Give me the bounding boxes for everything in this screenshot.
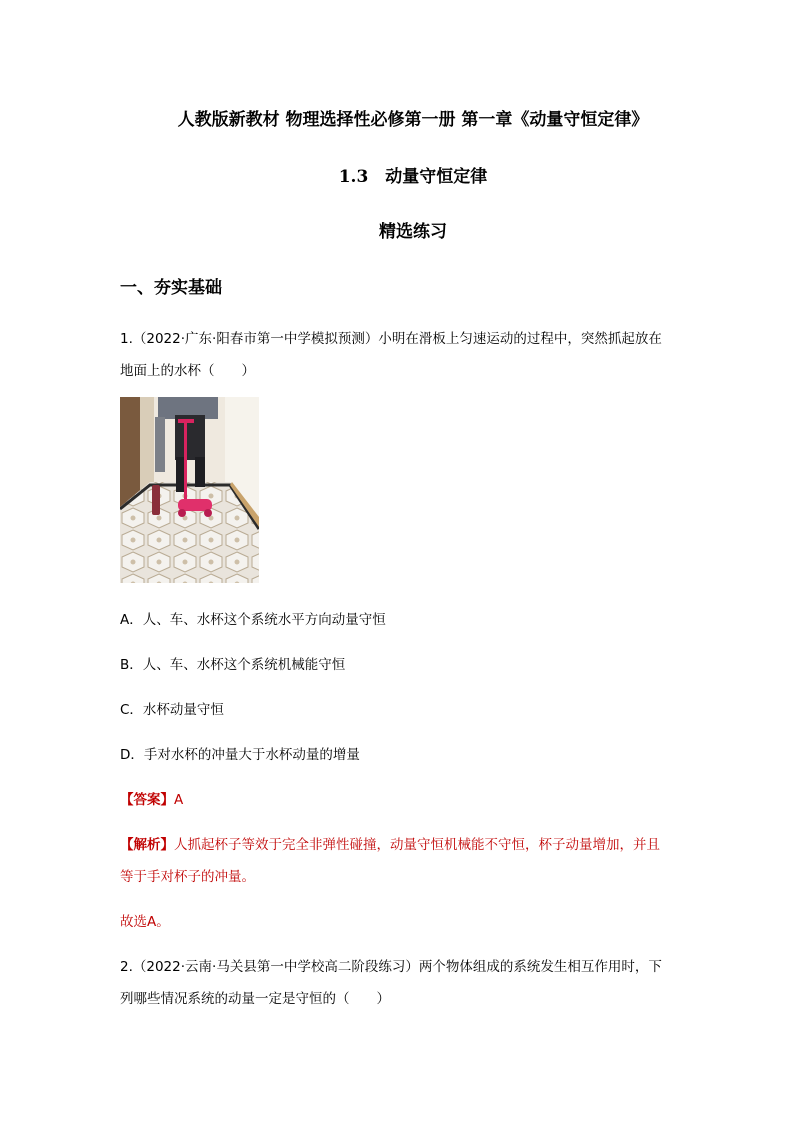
answer-value: A <box>174 792 184 808</box>
part-heading: 一、夯实基础 <box>120 278 222 298</box>
analysis-line-1 <box>120 833 660 853</box>
question-2-stem-line-2: 列哪些情况系统的动量一定是守恒的（ ） <box>120 991 390 1007</box>
analysis-line-2: 等于手对杯子的冲量。 <box>120 869 255 885</box>
analysis-text-1: 人抓起杯子等效于完全非弹性碰撞，动量守恒机械能不守恒，杯子动量增加，并且 <box>174 837 660 853</box>
question-2-stem-line-1: 2.（2022·云南·马关县第一中学校高二阶段练习）两个物体组成的系统发生相互作用时，下 <box>120 959 662 975</box>
practice-subtitle: 精选练习 <box>379 222 447 242</box>
document-title: 人教版新教材 物理选择性必修第一册 第一章《动量守恒定律》 <box>177 110 649 130</box>
question-1-stem-line-1: 1.（2022·广东·阳春市第一中学模拟预测）小明在滑板上匀速运动的过程中，突然抓起放在 <box>120 331 662 347</box>
option-d: D．手对水杯的冲量大于水杯动量的增量 <box>120 747 360 763</box>
option-b: B．人、车、水杯这个系统机械能守恒 <box>120 657 346 673</box>
analysis-label: 【解析】 <box>120 837 174 853</box>
answer-line <box>120 788 183 808</box>
question-1-photo <box>120 397 259 583</box>
option-a: A．人、车、水杯这个系统水平方向动量守恒 <box>120 612 386 628</box>
conclusion: 故选A。 <box>120 914 170 930</box>
option-c: C．水杯动量守恒 <box>120 702 224 718</box>
question-1-stem-line-2: 地面上的水杯（ ） <box>120 363 255 379</box>
section-title: 1.3 动量守恒定律 <box>338 167 488 187</box>
answer-label: 【答案】 <box>120 792 174 808</box>
